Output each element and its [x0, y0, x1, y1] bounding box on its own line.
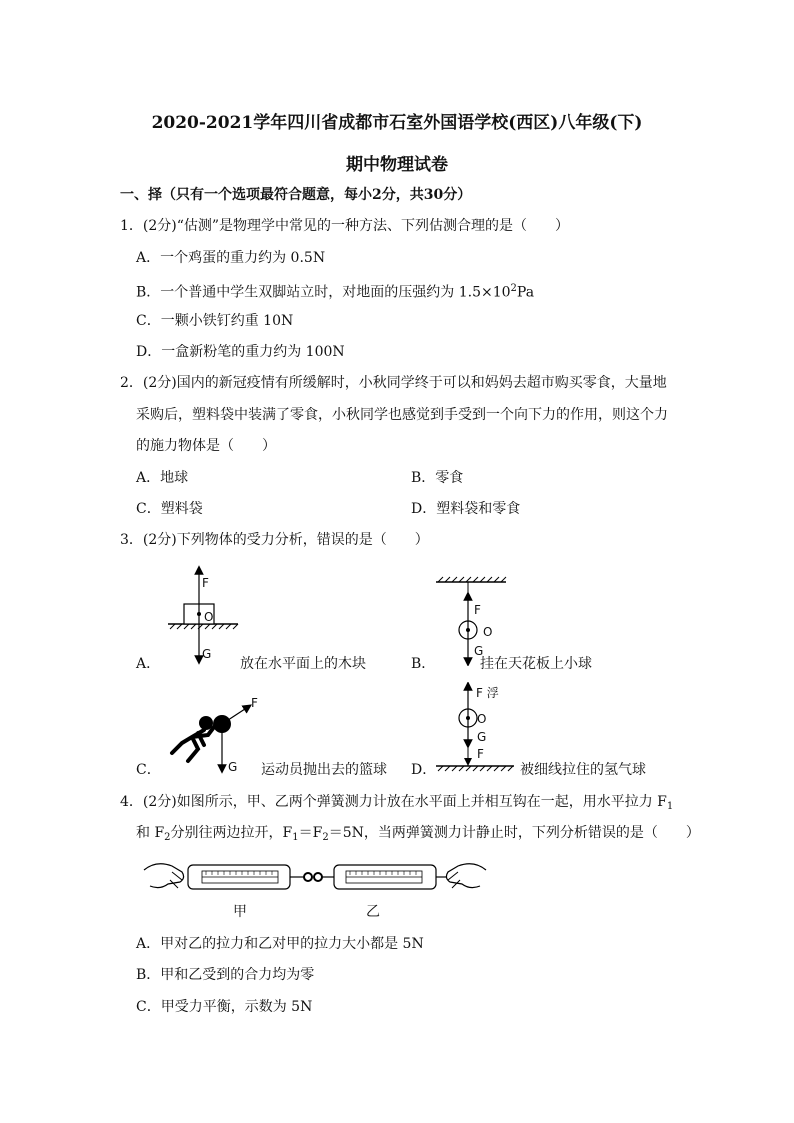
q3-option-b-caption: 挂在天花板上小球 — [480, 656, 592, 672]
q4-option-b[interactable]: B．甲和乙受到的合力均为零 — [136, 967, 315, 983]
q3a-label-g: G — [202, 647, 212, 661]
q3-option-a-caption: 放在水平面上的木块 — [240, 656, 366, 672]
q3c-label-g: G — [228, 760, 238, 774]
q3-option-c-label[interactable]: C． — [136, 762, 161, 778]
q2-option-c[interactable]: C．塑料袋 — [136, 501, 203, 517]
q3-figure-b — [430, 574, 510, 666]
q4-option-c[interactable]: C．甲受力平衡，示数为 5N — [136, 999, 313, 1015]
q3-option-d-caption: 被细线拉住的氢气球 — [520, 762, 646, 778]
q1-option-b[interactable]: B．一个普通中学生双脚站立时，对地面的压强约为 $1.5\times 10^2Pa$ — [136, 283, 535, 301]
q2-option-a[interactable]: A．地球 — [136, 470, 189, 486]
q4-option-a[interactable]: A．甲对乙的拉力和乙对甲的拉力大小都是 5N — [136, 936, 424, 952]
q3d-label-o: O — [477, 712, 487, 726]
q1-option-d[interactable]: D．一盒新粉笔的重力约为 100N — [136, 344, 345, 360]
section-heading: 一、择（只有一个选项最符合题意，每小2分，共30分） — [120, 187, 472, 203]
q3-figure-d — [434, 682, 514, 774]
page-title-line1: 2020-2021学年四川省成都市石室外国语学校(西区)八年级(下) — [151, 113, 643, 133]
q3c-label-f: F — [251, 696, 258, 710]
q3-option-c-caption: 运动员抛出去的篮球 — [261, 762, 387, 778]
q3-option-a-label[interactable]: A． — [136, 656, 161, 672]
q4-label-yi: 乙 — [366, 904, 380, 920]
q3-option-b-label[interactable]: B． — [411, 656, 436, 672]
q3a-label-f: F — [202, 576, 209, 590]
q2-stem-line3: 的施力物体是（ ） — [136, 438, 276, 454]
q4-stem-line1: 4．(2分)如图所示，甲、乙两个弹簧测力计放在水平面上并相互钩在一起，用水平拉力 $F_1$ — [120, 794, 674, 812]
q4-spring-scales-figure — [142, 852, 488, 900]
q1-stem: 1．(2分)“估测”是物理学中常见的一种方法、下列估测合理的是（ ） — [120, 218, 570, 234]
q2-stem-line1: 2．(2分)国内的新冠疫情有所缓解时，小秋同学终于可以和妈妈去超市购买零食，大量地 — [120, 375, 667, 391]
q1-option-c[interactable]: C．一颗小铁钉约重 10N — [136, 313, 294, 329]
q3a-label-o: O — [204, 610, 214, 624]
q3d-label-ffu: F 浮 — [476, 686, 499, 700]
q3-option-d-label[interactable]: D． — [411, 762, 437, 778]
q1-option-a[interactable]: A．一个鸡蛋的重力约为 0.5N — [136, 250, 326, 266]
q3d-label-g: G — [477, 730, 487, 744]
q4-stem-line2: 和 $F_2$分别往两边拉开，$F_1=F_2=5N$，当两弹簧测力计静止时，下列分析错误的是（ ） — [136, 825, 700, 843]
q3b-label-g: G — [474, 644, 484, 658]
q4-label-jia: 甲 — [233, 904, 247, 920]
q3-stem: 3．(2分)下列物体的受力分析，错误的是（ ） — [120, 532, 429, 548]
q3b-label-f: F — [474, 603, 481, 617]
q3d-label-f: F — [477, 747, 484, 761]
q2-option-d[interactable]: D．塑料袋和零食 — [411, 501, 521, 517]
q2-stem-line2: 采购后，塑料袋中装满了零食，小秋同学也感觉到手受到一个向下力的作用，则这个力 — [136, 407, 668, 423]
q2-option-b[interactable]: B．零食 — [411, 470, 464, 486]
page-title-line2: 期中物理试卷 — [346, 155, 448, 175]
q3b-label-o: O — [483, 625, 493, 639]
